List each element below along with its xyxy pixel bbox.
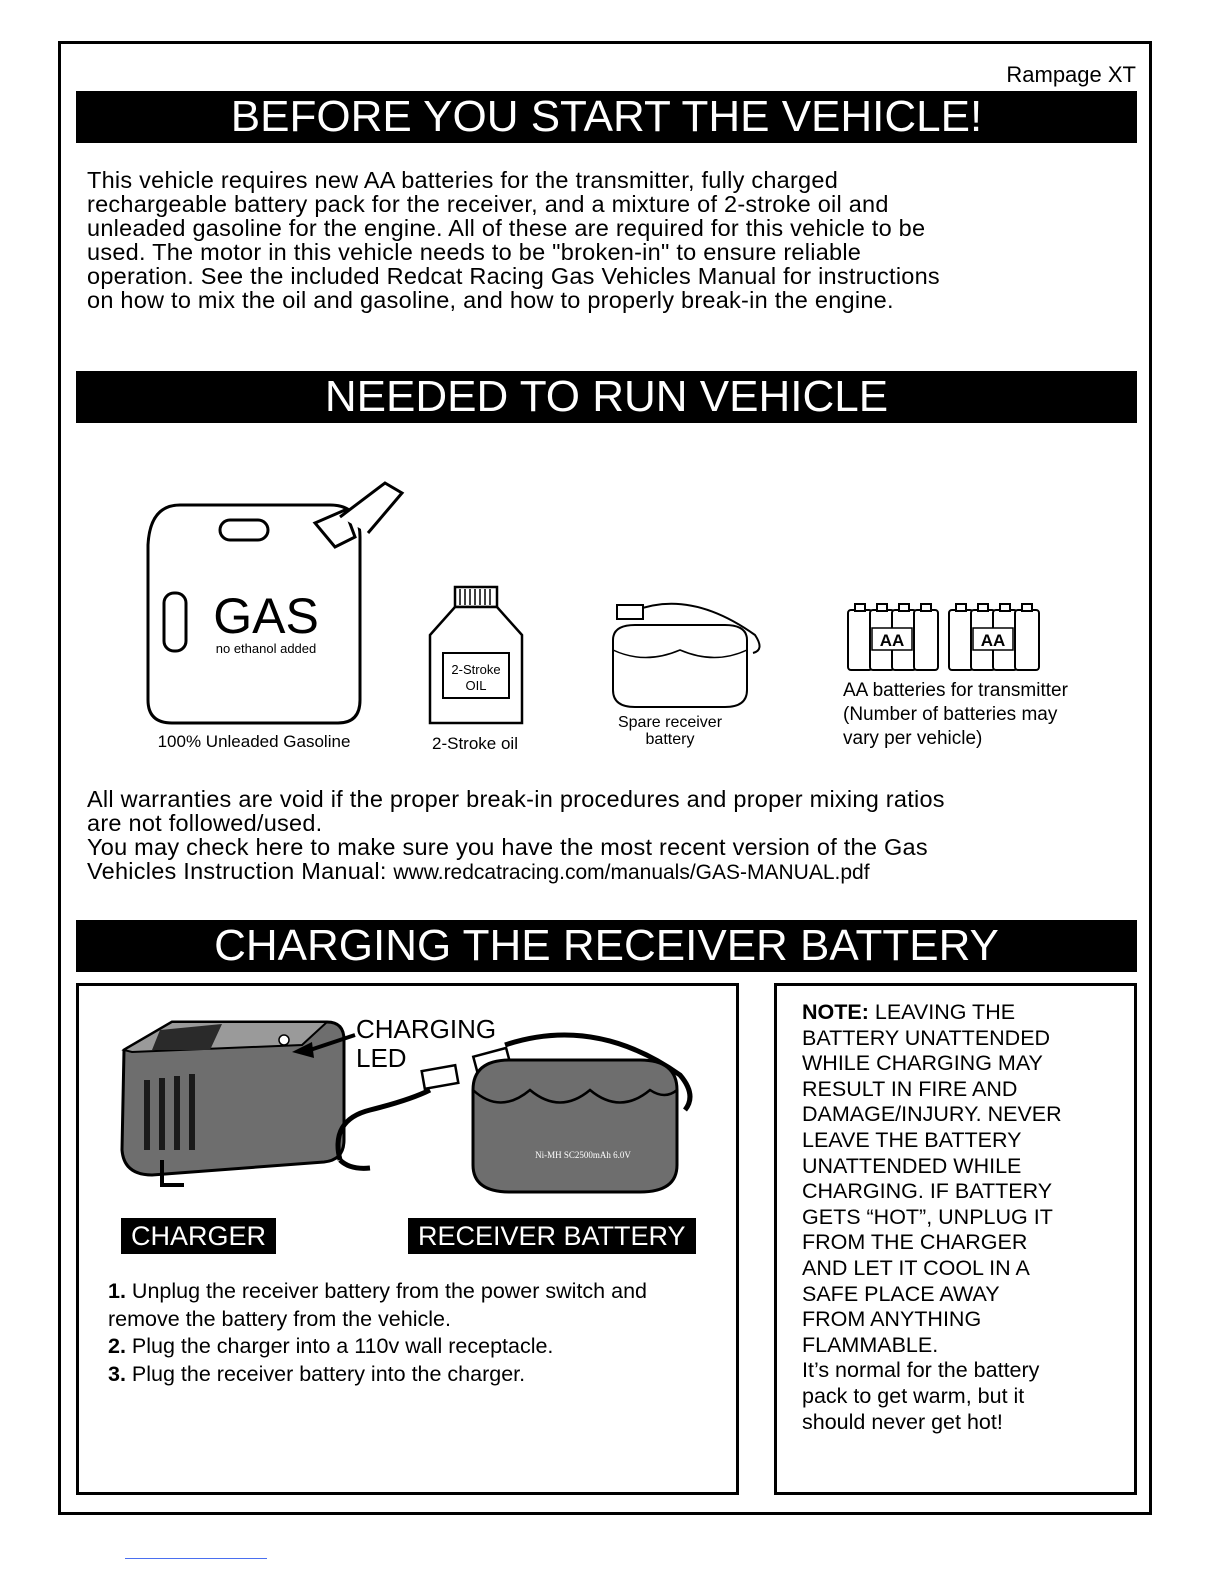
step-item <box>108 1361 728 1389</box>
note-line: WHILE CHARGING MAY <box>802 1051 1043 1076</box>
manual-link[interactable]: www.redcatracing.com/manuals/GAS-MANUAL.pdf <box>393 861 870 884</box>
note-line: NOTE: LEAVING THE <box>802 1000 1016 1024</box>
aa-caption-line: (Number of batteries may <box>843 704 1058 725</box>
charging-led-arrow <box>290 1030 360 1060</box>
note-line: GETS “HOT”, UNPLUG IT <box>802 1204 1053 1229</box>
step-text: remove the battery from the vehicle. <box>108 1306 451 1331</box>
intro-line: used. The motor in this vehicle needs to be "broken-in" to ensure reliable <box>87 239 862 265</box>
warranty-line: are not followed/used. <box>87 810 323 836</box>
note-line: It’s normal for the battery <box>802 1358 1040 1383</box>
aa-caption <box>843 679 1068 751</box>
step-item <box>108 1306 728 1334</box>
section-title-before-start: BEFORE YOU START THE VEHICLE! <box>76 91 1137 143</box>
note-line: SAFE PLACE AWAY <box>802 1281 1000 1306</box>
gas-can-subtitle: no ethanol added <box>215 641 317 656</box>
receiver-battery-icon <box>605 595 765 713</box>
intro-line: on how to mix the oil and gasoline, and how to properly break-in the engine. <box>87 287 894 313</box>
receiver-battery-pack-icon <box>415 1020 705 1200</box>
gas-caption: 100% Unleaded Gasoline <box>157 732 351 751</box>
charging-steps <box>108 1278 728 1388</box>
step-text: Unplug the receiver battery from the power switch and <box>131 1279 647 1303</box>
manual-prefix: Vehicles Instruction Manual: <box>87 858 394 884</box>
oil-bottle-icon <box>425 585 530 730</box>
note-line: FROM THE CHARGER <box>802 1230 1028 1255</box>
model-name: Rampage XT <box>1006 62 1136 87</box>
gas-can-word: GAS <box>213 588 319 644</box>
intro-line: This vehicle requires new AA batteries for the transmitter, fully charged <box>87 167 839 193</box>
oil-label-line1: 2-Stroke <box>451 662 501 677</box>
intro-line: rechargeable battery pack for the receiver, and a mixture of 2-stroke oil and <box>87 191 889 217</box>
battery-caption-line: Spare receiver <box>617 714 723 731</box>
battery-caption-line: battery <box>645 731 695 748</box>
intro-line: unleaded gasoline for the engine. All of these are required for this vehicle to be <box>87 215 926 241</box>
warning-note <box>802 1000 1122 1435</box>
gas-can-icon <box>140 475 420 735</box>
warranty-line: All warranties are void if the proper break-in procedures and proper mixing ratios <box>87 786 945 812</box>
step-number: 2. <box>108 1334 126 1358</box>
section-title-needed: NEEDED TO RUN VEHICLE <box>76 371 1137 423</box>
oil-label-line2: OIL <box>465 678 487 693</box>
step-text: Plug the charger into a 110v wall receptacle. <box>131 1334 554 1358</box>
note-line: FLAMMABLE. <box>802 1332 939 1357</box>
note-line: BATTERY UNATTENDED <box>802 1025 1051 1050</box>
note-lead: NOTE: <box>802 1000 869 1024</box>
note-line: FROM ANYTHING <box>802 1307 982 1332</box>
note-line: should never get hot! <box>802 1409 1003 1434</box>
section-title-charging: CHARGING THE RECEIVER BATTERY <box>76 920 1137 972</box>
aa-label: AA <box>879 631 905 650</box>
footer-link-underline <box>125 1558 267 1559</box>
warranty-line: You may check here to make sure you have the most recent version of the Gas <box>87 834 928 860</box>
manual-line <box>87 859 1137 885</box>
charging-led-line: CHARGING <box>356 1014 497 1044</box>
note-line: CHARGING. IF BATTERY <box>802 1179 1053 1204</box>
aa-caption-line: AA batteries for transmitter <box>843 680 1068 701</box>
battery-caption <box>600 714 740 748</box>
aa-label: AA <box>980 631 1006 650</box>
battery-marking: Ni-MH SC2500mAh 6.0V <box>535 1150 631 1160</box>
step-number: 1. <box>108 1279 126 1303</box>
note-line: AND LET IT COOL IN A <box>802 1255 1030 1280</box>
step-item <box>108 1278 728 1306</box>
note-line: UNATTENDED WHILE <box>802 1153 1022 1178</box>
step-number: 3. <box>108 1361 126 1386</box>
oil-caption: 2-Stroke oil <box>432 734 518 753</box>
warranty-paragraph <box>87 787 1137 885</box>
charging-led-line: LED <box>356 1043 407 1073</box>
charger-label: CHARGER <box>121 1218 276 1254</box>
note-line: LEAVE THE BATTERY <box>802 1127 1022 1152</box>
note-line: pack to get warm, but it <box>802 1383 1025 1408</box>
intro-paragraph <box>87 168 1137 312</box>
step-text: Plug the receiver battery into the charger. <box>131 1361 526 1386</box>
intro-line: operation. See the included Redcat Racing Gas Vehicles Manual for instructions <box>87 263 940 289</box>
note-line: DAMAGE/INJURY. NEVER <box>802 1102 1062 1127</box>
aa-caption-line: vary per vehicle) <box>843 728 983 749</box>
note-line: RESULT IN FIRE AND <box>802 1076 1018 1101</box>
step-item <box>108 1333 728 1361</box>
aa-batteries-icon <box>843 600 1043 675</box>
receiver-battery-label: RECEIVER BATTERY <box>408 1218 696 1254</box>
